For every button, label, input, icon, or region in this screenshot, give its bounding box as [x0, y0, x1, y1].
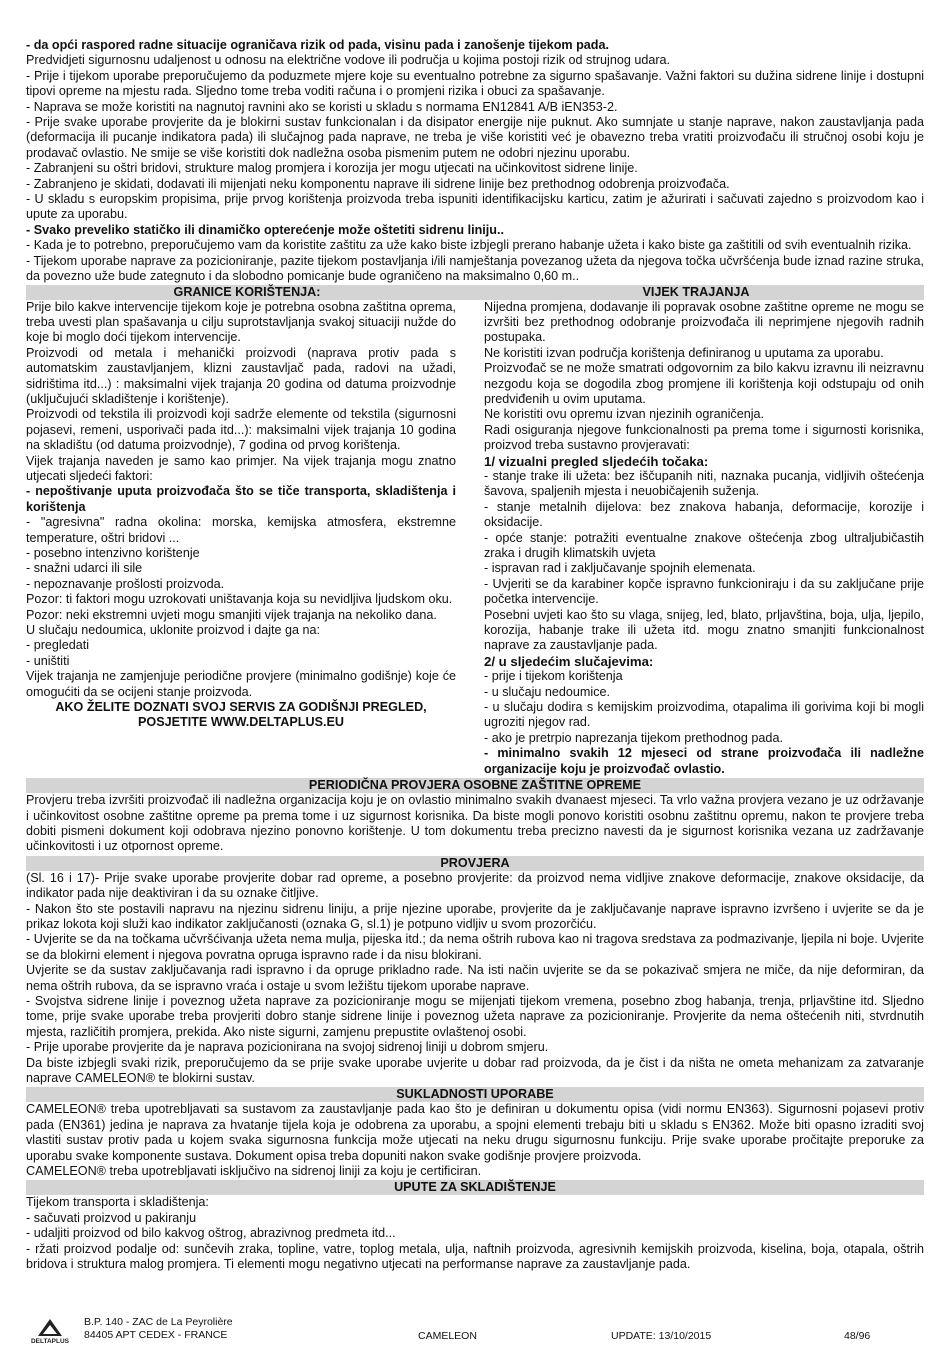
left-paragraph: - pregledati — [26, 638, 90, 653]
left-paragraph: Prije bilo kakve intervencije tijekom koje je potrebna osobna zaštitna oprema, treba uvesti plan spašavanja u cilju suprotstavljanja svakoj situaciji nužde do koje bi moglo doći tijekom intervencije. — [26, 299, 456, 345]
visual-check-item: - Uvjeriti se da karabiner kopče ispravno funkcioniraju i da su zaključane prije početka intervencije. — [484, 576, 924, 607]
periodic-heading: PERIODIČNA PROVJERA OSOBNE ZAŠTITNE OPREME — [26, 778, 924, 793]
visual-check-heading: 1/ vizualni pregled sljedećih točaka: — [484, 453, 709, 469]
deltaplus-logo-icon — [26, 1318, 74, 1344]
check-paragraph: - Prije uporabe provjerite da je naprava pozicionirana na svojoj sidrenoj liniji u dobrom smjeru. — [26, 1040, 549, 1055]
compat-paragraph: CAMELEON® treba upotrebljavati isključivo na sidrenoj liniji za koju je certificiran. — [26, 1164, 482, 1179]
svg-text:DELTAPLUS: DELTAPLUS — [30, 1338, 70, 1344]
document-page — [26, 38, 924, 1272]
check-paragraph: (Sl. 16 i 17)- Prije svake uporabe provjerite dobar rad opreme, a posebno provjerite: da proizvod nema vidljive znakove deformacije, znakove oksidacije, da indikator pada nije deaktiviran i da su oznake čitljive. — [26, 870, 924, 901]
left-paragraph: Vijek trajanja ne zamjenjuje periodične provjere (minimalno godišnje) koje će omogućiti da se ocijeni stanje proizvoda. — [26, 669, 456, 699]
limits-heading: GRANICE KORIŠTENJA: — [173, 284, 321, 299]
intro-section — [26, 38, 924, 285]
left-paragraph: Proizvodi od tekstila ili proizvodi koji sadrže elemente od tekstila (sigurnosni pojasevi, remeni, usporivači pada itd...): maksimalni vijek trajanja 10 godina na skladištu (od datuma proizvodnje), 7 godina od prvog korištenja. — [26, 407, 456, 453]
check-paragraph: - Uvjerite se da na točkama učvršćivanja užeta nema mulja, pijeska itd.; da nema oštrih rubova kao ni tragova sredstava za podmazivanje, ljepila ni boje. Uvjerite se da blokirni element i njegova povratna opruga ispravno rade i da nisu blokirani. — [26, 932, 924, 962]
check-heading: PROVJERA — [26, 856, 924, 871]
intro-line: - Prije svake uporabe provjerite da je blokirni sustav funkcionalan i da disipator energije nije puknut. Ako sumnjate u stanje naprave, nakon zaustavljanja pada (deformacija ili pucanje indikatora pada) ili slučajnog pada naprave, ne treba je više koristiti već je obavezno treba vratiti proizvođaču ili stručnoj osobi koju je prodavač ovlastio. Ne smije se više koristiti dok nadležna osoba pismenim putem ne odobri njezinu uporabu. — [26, 115, 924, 160]
storage-paragraph: Tijekom transporta i skladištenja: — [26, 1195, 209, 1210]
product-name: CAMELEON — [418, 1330, 477, 1342]
intro-line: - Naprava se može koristiti na nagnutoj ravnini ako se koristi u skladu s normama EN12841 A/B iEN353-2. — [26, 99, 618, 114]
case-item: - minimalno svakih 12 mjeseci od strane proizvođača ili nadležne organizacije koju je proizvođač ovlastio. — [484, 746, 924, 776]
compat-paragraph: CAMELEON® treba upotrebljavati sa sustavom za zaustavljanje pada kao što je definiran u dokumentu opisa (vidi normu EN363). Sigurnosni pojasevi protiv pada (EN361) jedina je naprava za hvatanje tijela koja je odobrena za uporabu, a spojni elementi trebaju biti u skladu s EN362. Može biti opasno izraditi svoj vlastiti sustav protiv pada u kojem svaka sigurnosna funkcija može utjecati na neku drugu sigurnosnu funkciju. Prije svake uporabe pročitajte preporuke za uporabu svake komponente sustava. Dokument opisa treba dopuniti nakon svake godišnje provjere proizvoda. — [26, 1102, 924, 1163]
left-paragraph: Vijek trajanja naveden je samo kao primjer. Na vijek trajanja mogu znatno utjecati sljedeći faktori: — [26, 453, 456, 483]
left-paragraph: - nepoštivanje uputa proizvođača što se tiče transporta, skladištenja i korištenja — [26, 484, 456, 514]
service-cta-line: AKO ŽELITE DOZNATI SVOJ SERVIS ZA GODIŠNJI PREGLED, — [55, 700, 427, 715]
update-date: UPDATE: 13/10/2015 — [611, 1330, 712, 1342]
case-item: - ako je pretrpio naprezanja tijekom prethodnog pada. — [484, 730, 783, 745]
visual-check-item: - stanje trake ili užeta: bez iščupanih niti, naznaka pucanja, vidljivih oštećenja šavova, spaljenih mjesta i neuobičajenih suženja. — [484, 468, 924, 499]
intro-line: - Zabranjeno je skidati, dodavati ili mijenjati neku komponentu naprave ili sidrene linije bez prethodnog odobrenja proizvođača. — [26, 176, 730, 191]
right-paragraph: Nijedna promjena, dodavanje ili popravak osobne zaštitne opreme ne mogu se izvršiti bez prethodnog odobranje proizvođača ili neprimjene njegovih radnih postupaka. — [484, 299, 924, 345]
storage-paragraph: - sačuvati proizvod u pakiranju — [26, 1210, 197, 1225]
periodic-paragraph: Provjeru treba izvršiti proizvođač ili nadležna organizacija koju je on ovlastio minimalno svakih dvanaest mjeseci. Ta vrlo važna provjera vezano je uz održavanje i učinkovitost osobne zaštitne opreme pa prema tome i uz sigurnost korisnika. Da biste mogli ponovo koristiti osobnu zaštitnu opremu, nakon te provjere treba dobiti pismeni dokument koji odobrava njezino ponovno korištenje. U tom dokumentu treba precizno navesti da je sigurnost korisnika vezana uz zadržavanje učinkovitosti i uz otpornost opreme. — [26, 793, 924, 854]
visual-check-item: Posebni uvjeti kao što su vlaga, snijeg, led, blato, prljavština, boja, ulja, ljepilo, korozija, habanje trake ili užeta itd. mogu znatno smanjiti funkcionalnost naprave za zaustavljanje pada. — [484, 607, 924, 653]
visual-check-item: - ispravan rad i zaključavanje spojnih elemenata. — [484, 561, 756, 576]
intro-line: - Kada je to potrebno, preporučujemo vam da koristite zaštitu za uže kako biste izbjegli prerano habanje užeta i kako biste ga zaštitili od svih eventualnih rizika. — [26, 238, 912, 253]
case-item: - prije i tijekom korištenja — [484, 669, 623, 684]
cases-heading: 2/ u sljedećim slučajevima: — [484, 653, 654, 669]
compat-heading: SUKLADNOSTI UPORABE — [26, 1087, 924, 1102]
visual-check-item: - stanje metalnih dijelova: bez znakova habanja, deformacije, korozije i oksidacije. — [484, 499, 924, 530]
right-paragraph: Ne koristiti izvan područja korištenja definiranog u uputama za uporabu. — [484, 345, 884, 360]
left-paragraph: - "agresivna" radna okolina: morska, kemijska atmosfera, ekstremne temperature, oštri bridovi ... — [26, 515, 456, 545]
right-paragraph: Proizvođač se ne može smatrati odgovornim za bilo kakvu izravnu ili neizravnu nezgodu koja se dogodila zbog promjene ili korištenja koji odstupaju od onih predviđenih u ovim uputama. — [484, 361, 924, 406]
intro-line: - Tijekom uporabe naprave za pozicioniranje, pazite tijekom postavljanja i/ili namještanja povezanog užeta da njegova točka učvršćenja bude iznad razine struka, da povezno uže bude zategnuto i da slobodno pomicanje bude ograničeno na maksimalno 0,60 m.. — [26, 253, 924, 284]
page-footer — [26, 1316, 924, 1346]
right-paragraph: Radi osiguranja njegove funkcionalnosti pa prema tome i sigurnosti korisnika, proizvod treba sustavno provjeravati: — [484, 422, 924, 453]
case-item: - u slučaju nedoumice. — [484, 684, 611, 699]
limits-column — [26, 300, 468, 778]
lifespan-column — [468, 300, 924, 778]
check-paragraph: Da biste izbjegli svaki rizik, preporučujemo da se prije svake uporabe uvjerite u dobar rad proizvoda, da je čist i da ništa ne ometa mehanizam za zatvaranje naprave CAMELEON® te blokirni sustav. — [26, 1055, 924, 1085]
left-paragraph: Proizvodi od metala i mehanički proizvodi (naprava protiv pada s automatskim zaustavljanjem, klizni zaustavljač pada, radovi na užadi, sidrištima itd...) : maksimalni vijek trajanja 20 godina od datuma proizvodnje (uključujući skladištenje i korištenje). — [26, 345, 456, 406]
left-paragraph: - uništiti — [26, 653, 70, 668]
page-number: 48/96 — [844, 1330, 871, 1342]
check-paragraph: Uvjerite se da sustav zaključavanja radi ispravno i da opruge prikladno rade. Na isti način uvjerite se da se pokazivač smjera ne miče, da nije deformiran, da nema oštrih rubova, da se ispravno vraća i ostaje u svom ležištu tijekom uporabe naprave. — [26, 963, 924, 993]
case-item: - u slučaju dodira s kemijskim proizvodima, otapalima ili gorivima koji bi mogli ugroziti njegov rad. — [484, 700, 924, 730]
intro-line: - da opći raspored radne situacije ograničava rizik od pada, visinu pada i zanošenje tijekom pada. — [26, 38, 609, 52]
intro-line: Predvidjeti sigurnosnu udaljenost u odnosu na električne vodove ili područja u kojima postoji rizik od strujnog udara. — [26, 53, 671, 68]
left-paragraph: U slučaju nedoumica, uklonite proizvod i dajte ga na: — [26, 623, 321, 638]
lifespan-heading: VIJEK TRAJANJA — [642, 284, 750, 299]
left-paragraph: Pozor: neki ekstremni uvjeti mogu smanjiti vijek trajanja na nekoliko dana. — [26, 607, 437, 622]
left-paragraph: Pozor: ti faktori mogu uzrokovati uništavanja koja su nevidljiva ljudskom oku. — [26, 592, 453, 607]
service-cta-link[interactable]: POSJETITE WWW.DELTAPLUS.EU — [138, 715, 344, 730]
address-line: B.P. 140 - ZAC de La Peyrolière — [84, 1316, 233, 1328]
deltaplus-logo — [26, 1318, 74, 1344]
right-paragraph: Ne koristiti ovu opremu izvan njezinih ograničenja. — [484, 407, 765, 422]
storage-paragraph: - udaljiti proizvod od bilo kakvog oštrog, abrazivnog predmeta itd... — [26, 1226, 396, 1241]
visual-check-item: - opće stanje: potražiti eventualne znakove oštećenja zbog ultraljubičastih zraka i drugih klimatskih uvjeta — [484, 530, 924, 560]
storage-paragraph: - ržati proizvod podalje od: sunčevih zraka, topline, vatre, toplog metala, ulja, naftnih proizvoda, agresivnih kemijskih proizvoda, kiselina, boja, otapala, oštrih bridova i struktura malog promjera. Ti elementi mogu negativno utjecati na performanse naprave za zaustavljanje pada. — [26, 1241, 924, 1272]
intro-line: - Svako preveliko statičko ili dinamičko opterećenje može oštetiti sidrenu liniju.. — [26, 222, 504, 237]
two-column-body — [26, 300, 924, 778]
company-address — [84, 1316, 233, 1342]
intro-line: - Zabranjeni su oštri bridovi, strukture malog promjera i korozija jer mogu utjecati na učinkovitost sidrene linije. — [26, 161, 638, 176]
check-paragraph: - Nakon što ste postavili napravu na njezinu sidrenu liniju, a prije njezine uporabe, provjerite da je zaključavanje naprave ispravno izvršeno i uvjerite se da je prikaz lokota koji služi kao indikator zaključanosti (oznaka G, sl.1) je potpuno vidljiv u svom prozorčiću. — [26, 901, 924, 931]
two-column-header — [26, 285, 924, 300]
left-paragraph: - nepoznavanje prošlosti proizvoda. — [26, 576, 225, 591]
left-paragraph: - posebno intenzivno korištenje — [26, 546, 200, 560]
storage-heading: UPUTE ZA SKLADIŠTENJE — [26, 1180, 924, 1195]
intro-line: - U skladu s europskim propisima, prije prvog korištenja proizvoda treba ispuniti identifikacijsku karticu, zatim je ažurirati i sačuvati zajedno s proizvodom kao i upute za uporabu. — [26, 192, 924, 222]
check-paragraph: - Svojstva sidrene linije i poveznog užeta naprave za pozicioniranje mogu se mijenjati tijekom vremena, posebno zbog habanja, trenja, prljavštine itd. Sljedno tome, prije svake uporabe treba provjeriti dobro stanje sidrene linije i poveznog užeta naprave za pozicioniranje. Provjerite da nema oštećenih niti, stvrdnutih mjesta, različitih promjera, prekida. Ako niste sigurni, zamjenu prepustite ovlaštenoj osobi. — [26, 993, 924, 1039]
address-line: 84405 APT CEDEX - FRANCE — [84, 1329, 228, 1341]
left-paragraph: - snažni udarci ili sile — [26, 561, 143, 576]
intro-line: - Prije i tijekom uporabe preporučujemo da poduzmete mjere koje su eventualno potrebne za sigurno spašavanje. Važni faktori su dužina sidrene linije i dostupni tipovi opreme na mjestu rada. Sljedno tome treba voditi računa i o promjeni rizika i obuci za spašavanje. — [26, 68, 924, 99]
